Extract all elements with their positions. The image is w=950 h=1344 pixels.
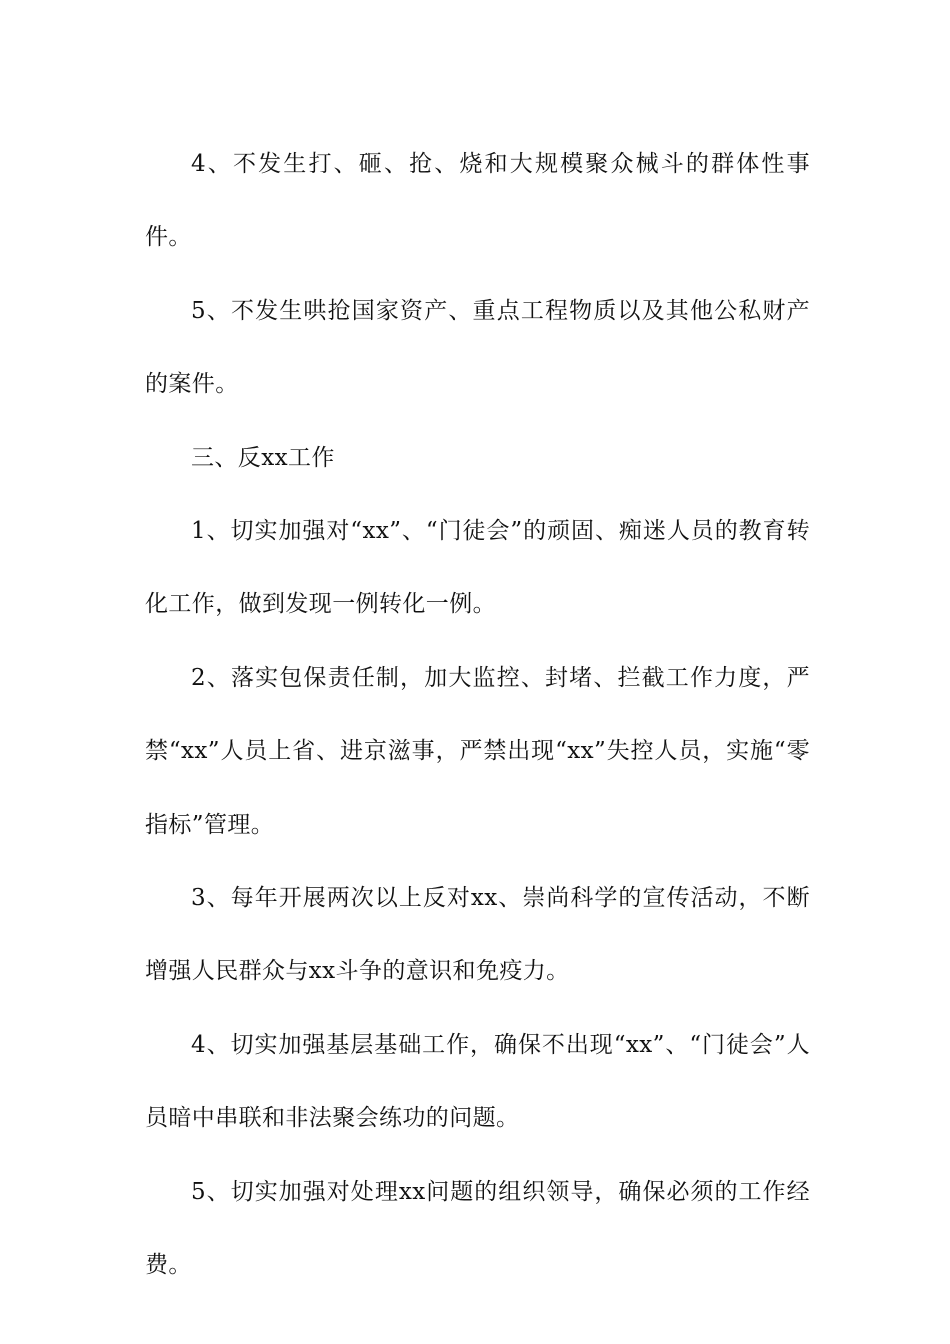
- paragraph-item-5-leadership-funding: 5、切实加强对处理xx问题的组织领导，确保必须的工作经费。: [145, 1178, 810, 1279]
- paragraph-item-1-education-transformation: 1、切实加强对“xx”、“门徒会”的顽固、痴迷人员的教育转化工作，做到发现一例转化一例。: [145, 518, 810, 618]
- paragraph-item-3-publicity-activities: 3、每年开展两次以上反对xx、崇尚科学的宣传活动，不断增强人民群众与xx斗争的意识和免疫力。: [145, 885, 810, 985]
- paragraph-item-4-grassroots-work: 4、切实加强基层基础工作，确保不出现“xx”、“门徒会”人员暗中串联和非法聚会练功的问题。: [145, 1031, 810, 1132]
- section-heading-3: 三、反xx工作: [191, 444, 335, 471]
- document-body: [145, 128, 810, 1303]
- paragraph-item-5-no-looting: 5、不发生哄抢国家资产、重点工程物质以及其他公私财产的案件。: [145, 297, 810, 398]
- paragraph-item-2-responsibility-system: 2、落实包保责任制，加大监控、封堵、拦截工作力度，严禁“xx”人员上省、进京滋事，严禁出现“xx”失控人员，实施“零指标”管理。: [145, 664, 810, 838]
- paragraph-item-4-no-mass-incidents: 4、不发生打、砸、抢、烧和大规模聚众械斗的群体性事件。: [145, 151, 810, 251]
